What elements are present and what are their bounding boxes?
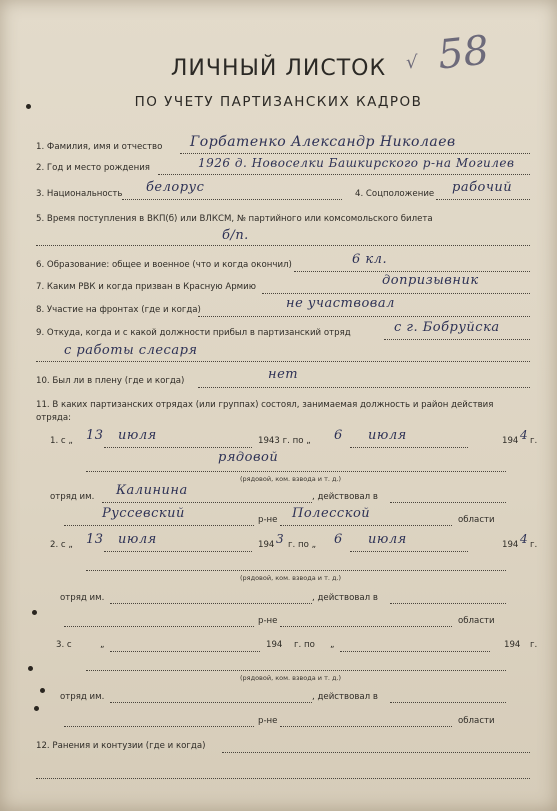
entry-2-month-from-line [104, 551, 252, 552]
field-9-line-b [36, 361, 530, 362]
entry-3-oblast-label: области [458, 716, 495, 726]
entry-3-month-from-line [110, 651, 260, 652]
entry-1-position: рядовой [218, 450, 279, 465]
entry-2-day-from: 13 [86, 532, 104, 547]
document-subtitle: ПО УЧЕТУ ПАРТИЗАНСКИХ КАДРОВ [134, 94, 423, 110]
field-1-line [180, 153, 530, 154]
field-1-value: Горбатенко Александр Николаев [190, 134, 456, 150]
entry-1-otryad-label: отряд им. [50, 492, 95, 502]
entry-2-year-to-digit: 4 [520, 532, 529, 546]
entry-2-rayon-line [64, 626, 254, 627]
binder-hole [28, 666, 33, 671]
entry-1-month-to: июля [368, 428, 407, 443]
binder-hole [34, 706, 39, 711]
document-title: ЛИЧНЫЙ ЛИСТОК [170, 56, 387, 81]
entry-2-month-to: июля [368, 532, 407, 547]
entry-3-position-line [86, 670, 506, 671]
entry-1-year-from: 1943 г. по „ [258, 436, 311, 446]
field-5-line [36, 245, 530, 246]
entry-2-day-to: 6 [334, 532, 343, 547]
entry-2-number: 2. с „ [50, 540, 73, 550]
field-10-value: нет [268, 367, 299, 382]
field-5-label: 5. Время поступления в ВКП(б) или ВЛКСМ, № партийного или комсомольского билета [36, 214, 433, 224]
binder-hole [40, 688, 45, 693]
entry-1-year-to: 194 [502, 436, 519, 446]
field-8-line [198, 316, 530, 317]
entry-1-year-to-digit: 4 [520, 428, 529, 442]
entry-2-year-from-digit: 3 [276, 532, 285, 546]
entry-1-rayon-label: р-не [258, 515, 278, 525]
entry-1-day-from: 13 [86, 428, 104, 443]
field-9-value-b: с работы слесаря [64, 343, 198, 358]
entry-1-number: 1. с „ [50, 436, 73, 446]
entry-1-oblast-line [280, 525, 452, 526]
field-2-line [158, 174, 530, 175]
entry-3-month-to-line [340, 651, 490, 652]
entry-2-otryad-label: отряд им. [60, 593, 105, 603]
binder-hole [32, 610, 37, 615]
entry-2-year-from: 194 [258, 540, 275, 550]
entry-1-month-from-line [104, 447, 252, 448]
entry-1-acting-line [390, 502, 506, 503]
field-8-label: 8. Участие на фронтах (где и когда) [36, 305, 201, 315]
entry-3-g: г. [530, 640, 538, 650]
field-9-label: 9. Откуда, когда и с какой должности прибыл в партизанский отряд [36, 328, 351, 338]
entry-3-acting-line [390, 702, 506, 703]
entry-2-acting-line [390, 603, 506, 604]
entry-1-position-line [86, 471, 506, 472]
field-3-label: 3. Национальность [36, 189, 123, 199]
pencil-check-mark: √ [406, 52, 418, 73]
entry-3-number: 3. с [56, 640, 72, 650]
field-7-value: допризывник [382, 273, 479, 288]
entry-1-otryad-value: Калинина [116, 483, 188, 498]
field-4-value: рабочий [452, 180, 513, 195]
entry-1-g: г. [530, 436, 538, 446]
field-9-line-a [384, 339, 530, 340]
field-11-label: 11. В каких партизанских отрядах (или группах) состоял, занимаемая должность и район действия [36, 400, 494, 410]
entry-2-position-hint: (рядовой, ком. взвода и т. д.) [240, 574, 342, 582]
entry-1-day-to: 6 [334, 428, 343, 443]
field-12-line-2 [36, 778, 530, 779]
field-4-label: 4. Соцположение [355, 189, 435, 199]
entry-3-year-to: 194 [504, 640, 521, 650]
entry-1-month-from: июля [118, 428, 157, 443]
field-7-label: 7. Каким РВК и когда призван в Красную Армию [36, 282, 256, 292]
entry-2-acting-label: , действовал в [312, 593, 378, 603]
field-2-value: 1926 д. Новоселки Башкирского р-на Могилев [198, 156, 515, 170]
entry-1-oblast-label: области [458, 515, 495, 525]
entry-2-year-to: 194 [502, 540, 519, 550]
entry-1-position-hint: (рядовой, ком. взвода и т. д.) [240, 475, 342, 483]
entry-2-oblast-line [280, 626, 452, 627]
field-10-label: 10. Был ли в плену (где и когда) [36, 376, 185, 386]
entry-3-po: г. по [294, 640, 315, 650]
field-6-line [294, 271, 530, 272]
entry-3-otryad-label: отряд им. [60, 692, 105, 702]
entry-1-rayon-value: Руссевский [102, 506, 185, 521]
field-8-value: не участвовал [286, 296, 395, 311]
entry-1-acting-label: , действовал в [312, 492, 378, 502]
entry-2-po: г. по „ [288, 540, 317, 550]
field-6-value: 6 кл. [352, 252, 388, 267]
entry-3-otryad-line [110, 702, 312, 703]
field-11-label-cont: отряда: [36, 413, 71, 423]
entry-2-month-from: июля [118, 532, 157, 547]
entry-2-oblast-label: области [458, 616, 495, 626]
entry-2-month-to-line [350, 551, 468, 552]
entry-2-otryad-line [110, 603, 312, 604]
entry-2-position-line [86, 570, 506, 571]
entry-1-rayon-line [64, 525, 254, 526]
entry-3-quote-from: „ [100, 640, 105, 650]
field-4-line [436, 199, 530, 200]
entry-2-rayon-label: р-не [258, 616, 278, 626]
entry-3-year-from: 194 [266, 640, 283, 650]
entry-1-otryad-line [102, 502, 312, 503]
entry-3-acting-label: , действовал в [312, 692, 378, 702]
entry-3-position-hint: (рядовой, ком. взвода и т. д.) [240, 674, 342, 682]
pencil-record-number: 58 [435, 27, 492, 79]
entry-3-oblast-line [280, 726, 452, 727]
field-1-label: 1. Фамилия, имя и отчество [36, 142, 163, 152]
entry-3-rayon-label: р-не [258, 716, 278, 726]
field-12-label: 12. Ранения и контузии (где и когда) [36, 741, 206, 751]
entry-2-g: г. [530, 540, 538, 550]
entry-1-month-to-line [350, 447, 468, 448]
field-2-label: 2. Год и место рождения [36, 163, 150, 173]
field-10-line [198, 387, 530, 388]
entry-3-rayon-line [64, 726, 254, 727]
field-6-label: 6. Образование: общее и военное (что и когда окончил) [36, 260, 292, 270]
field-7-line [262, 293, 530, 294]
field-9-value-a: с г. Бобруйска [394, 320, 500, 335]
entry-1-oblast-value: Полесской [292, 506, 371, 521]
field-3-value: белорус [146, 180, 205, 195]
field-3-line [122, 199, 342, 200]
entry-3-quote-to: „ [330, 640, 335, 650]
field-5-value: б/п. [222, 228, 249, 243]
field-12-line [222, 752, 530, 753]
binder-hole [26, 104, 31, 109]
